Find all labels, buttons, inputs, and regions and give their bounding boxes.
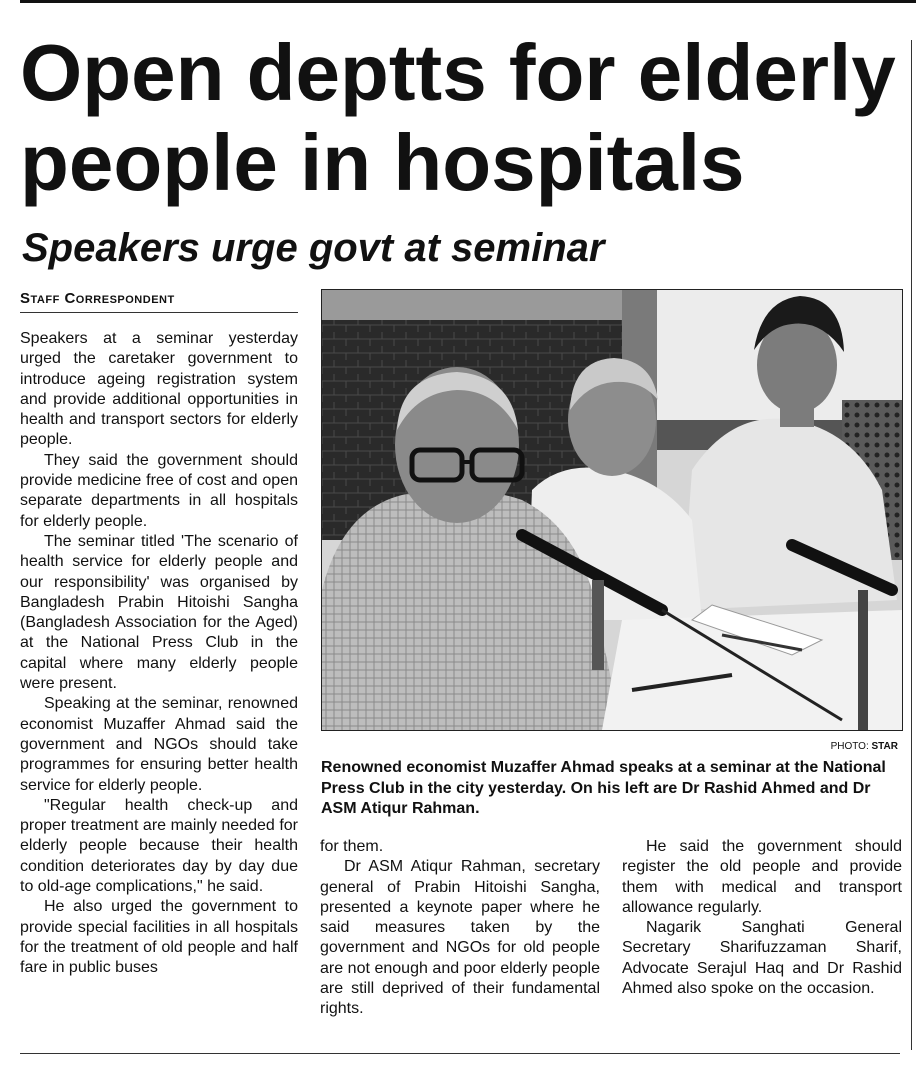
photo-credit-source: STAR (871, 741, 898, 752)
headline (20, 28, 900, 208)
seminar-photo-illustration (322, 290, 902, 730)
paragraph: He said the government should register the old people and provide them with medical and transport allowance regularly. (622, 838, 902, 916)
byline-rule (20, 312, 298, 313)
headline-line-2: people in hospitals (20, 118, 745, 207)
column-rule-right (911, 40, 912, 1050)
subheadline: Speakers urge govt at seminar (22, 226, 605, 270)
paragraph: Dr ASM Atiqur Rahman, secretary general of Prabin Hitoishi Sangha, presented a keynote paper where he said measures taken by the government and NGOs for old people are not enough and poor elderly people are still deprived of their fundamental rights. (320, 858, 600, 1018)
paragraph: They said the government should provide medicine free of cost and open separate departments in all hospitals for elderly people. (20, 451, 298, 530)
photo-caption: Renowned economist Muzaffer Ahmad speaks at a seminar at the National Press Club in the city yesterday. On his left are Dr Rashid Ahmed and Dr ASM Atiqur Rahman. (321, 759, 886, 817)
byline: Staff Correspondent (20, 290, 175, 307)
headline-line-1: Open deptts for elderly (20, 28, 896, 117)
article-column-3 (622, 837, 902, 999)
news-photo (321, 289, 903, 731)
paragraph: "Regular health check-up and proper treatment are mainly needed for elderly people because their health condition deteriorates day by day due to old-age complications," he said. (20, 796, 298, 896)
paragraph: Speakers at a seminar yesterday urged the caretaker government to introduce ageing registration system and provide additional opportunities in health and transport sectors for elderly people. (20, 330, 298, 449)
article-column-2 (320, 837, 600, 1020)
paragraph: The seminar titled 'The scenario of health service for elderly people and our responsibility' was organised by Bangladesh Prabin Hitoishi Sangha (Bangladesh Association for the Aged) at the National Press Club in the capital where many elderly people were present. (20, 532, 298, 693)
photo-credit-label: PHOTO: (830, 741, 869, 752)
paragraph: Speaking at the seminar, renowned economist Muzaffer Ahmad said the government and NGOs should take programmes for ensuring better health service for elderly people. (20, 695, 298, 794)
paragraph: for them. (320, 838, 384, 855)
top-rule (20, 0, 916, 3)
bottom-rule (20, 1053, 900, 1054)
article-column-1 (20, 329, 298, 979)
photo-credit (700, 741, 898, 753)
paragraph: He also urged the government to provide special facilities in all hospitals for the treatment of old people and half fare in public buses (20, 898, 298, 977)
paragraph: Nagarik Sanghati General Secretary Sharifuzzaman Sharif, Advocate Serajul Haq and Dr Rashid Ahmed also spoke on the occasion. (622, 919, 902, 998)
